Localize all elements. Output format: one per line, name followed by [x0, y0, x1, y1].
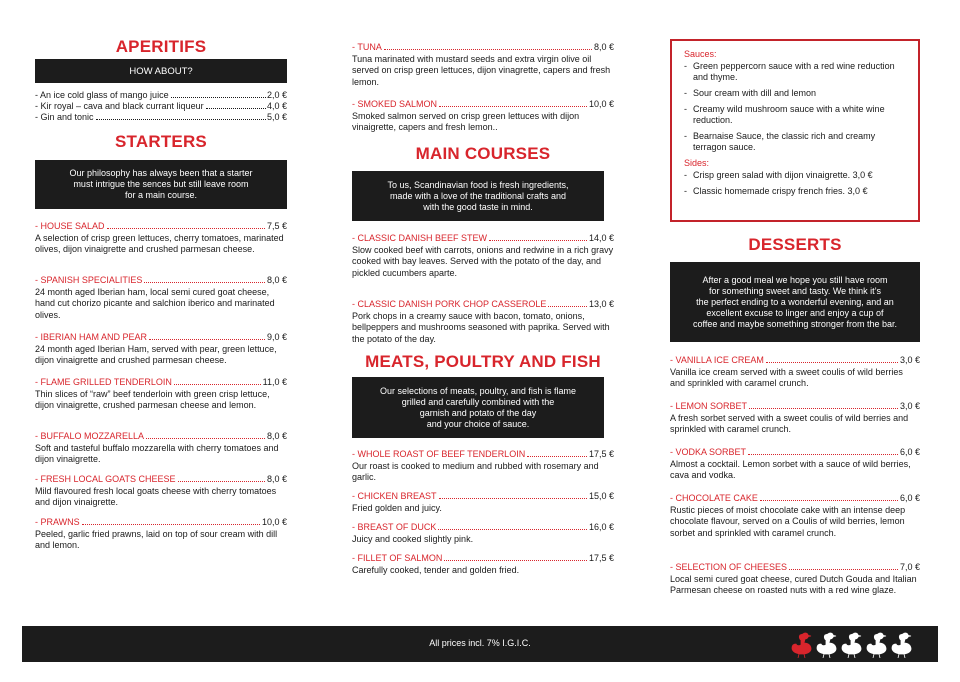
menu-item: - PRAWNS 10,0 € Peeled, garlic fried prawns, laid on top of sour cream with dill and lemon. — [35, 517, 287, 550]
menu-item: - SELECTION OF CHEESES 7,0 € Local semi cured goat cheese, cured Dutch Gouda and Italian Parmesan cheese on roasted nuts with a red wine glaze. — [670, 562, 920, 595]
sauce-item: - Sour cream with dill and lemon — [684, 88, 908, 99]
menu-item: - BREAST OF DUCK 16,0 € Juicy and cooked slightly pink. — [352, 522, 614, 544]
desserts-title: DESSERTS — [748, 235, 842, 254]
meats-title: MEATS, POULTRY AND FISH — [365, 352, 601, 371]
menu-item: - SMOKED SALMON 10,0 € Smoked salmon served on crisp green lettuces with dijon vinaigrette, capers and fresh lemon.. — [352, 99, 614, 132]
starters-intro: Our philosophy has always been that a starter must intrigue the sences but still leave room for a main course. — [35, 160, 287, 209]
sides-list — [684, 170, 908, 197]
menu-item: - VODKA SORBET 6,0 € Almost a cocktail. Lemon sorbet with a sauce of wild berries, cava and vodka. — [670, 447, 920, 480]
drink-item: - Kir royal – cava and black currant liqueur 4,0 € — [35, 101, 287, 111]
menu-item: - FILLET OF SALMON 17,5 € Carefully cooked, tender and golden fried. — [352, 553, 614, 575]
side-item: - Crisp green salad with dijon vinaigrette. 3,0 € — [684, 170, 908, 181]
main-courses-intro: To us, Scandinavian food is fresh ingredients, made with a love of the traditional crafts and with the good taste in mind. — [352, 171, 604, 221]
meats-intro: Our selections of meats, poultry, and fish is flame grilled and carefully combined with the garnish and potato of the day and your choice of sauce. — [352, 377, 604, 438]
sauces-label: Sauces: — [684, 49, 717, 59]
menu-item: - VANILLA ICE CREAM 3,0 € Vanilla ice cream served with a sweet coulis of wild berries and sprinkled with caramel crunch. — [670, 355, 920, 388]
sauce-item: - Green peppercorn sauce with a red wine reduction and thyme. — [684, 61, 908, 83]
menu-item: - CHOCOLATE CAKE 6,0 € Rustic pieces of moist chocolate cake with an intense deep chocolate flavour, served on a Coulis of wild berries, lemon sorbet and sprinkled with caramel crunch. — [670, 493, 920, 538]
menu-item: - LEMON SORBET 3,0 € A fresh sorbet served with a sweet coulis of wild berries and sprinkled with caramel crunch. — [670, 401, 920, 434]
drink-item: - An ice cold glass of mango juice 2,0 € — [35, 90, 287, 100]
menu-item: - CLASSIC DANISH PORK CHOP CASSEROLE 13,0 € Pork chops in a creamy sauce with bacon, tomato, onions, bellpeppers and mushrooms seasoned with paprika. Served with the potato of the day. — [352, 299, 614, 344]
duck-white-icon — [840, 628, 862, 658]
side-item: - Classic homemade crispy french fries. 3,0 € — [684, 186, 908, 197]
starters-title: STARTERS — [115, 132, 207, 151]
sides-label: Sides: — [684, 158, 710, 168]
main-courses-title: MAIN COURSES — [415, 144, 551, 163]
menu-item: - BUFFALO MOZZARELLA 8,0 € Soft and tasteful buffalo mozzarella with cherry tomatoes and dijon vinaigrette. — [35, 431, 287, 464]
menu-item: - CHICKEN BREAST 15,0 € Fried golden and juicy. — [352, 491, 614, 513]
drink-item: - Gin and tonic 5,0 € — [35, 112, 287, 122]
menu-item: - CLASSIC DANISH BEEF STEW 14,0 € Slow cooked beef with carrots, onions and redwine in a rich gravy cooked with bay leaves. Served with the potato of the day, and pickled cucumbers aparte. — [352, 233, 614, 278]
sauces-list — [684, 61, 908, 153]
duck-red-icon — [790, 628, 812, 658]
duck-white-icon — [890, 628, 912, 658]
drinks-list — [35, 90, 287, 123]
footer-bar — [22, 626, 938, 662]
duck-icons — [790, 628, 912, 658]
sauce-item: - Creamy wild mushroom sauce with a white wine reduction. — [684, 104, 908, 126]
prices-note: All prices incl. 7% I.G.I.C. — [429, 638, 531, 648]
duck-white-icon — [815, 628, 837, 658]
menu-item: - FLAME GRILLED TENDERLOIN 11,0 € Thin slices of “raw” beef tenderloin with green crisp lettuce, dijon vinaigrette, crushed parmesan cheese and lemon. — [35, 377, 287, 410]
sauce-item: - Bearnaise Sauce, the classic rich and creamy terragon sauce. — [684, 131, 908, 153]
menu-item: - SPANISH SPECIALITIES 8,0 € 24 month aged Iberian ham, local semi cured goat cheese, hand cut chorizo picante and salchion iberico and marinated olives. — [35, 275, 287, 320]
menu-item: - IBERIAN HAM AND PEAR 9,0 € 24 month aged Iberian Ham, served with pear, green lettuce, dijon vinaigrette and crushed parmesan cheese. — [35, 332, 287, 365]
duck-white-icon — [865, 628, 887, 658]
menu-item: - WHOLE ROAST OF BEEF TENDERLOIN 17,5 € Our roast is cooked to medium and rubbed with rosemary and garlic. — [352, 449, 614, 482]
menu-item: - HOUSE SALAD 7,5 € A selection of crisp green lettuces, cherry tomatoes, marinated olives, dijon vinaigrette and crushed parmesan cheese. — [35, 221, 287, 254]
aperitifs-banner: HOW ABOUT? — [35, 59, 287, 83]
aperitifs-title: APERITIFS — [115, 37, 207, 56]
desserts-intro: After a good meal we hope you still have room for something sweet and tasty. We think it’s the perfect ending to a wonderful evening, and an excellent excuse to linger and enjoy a cup of coffee and maybe something stronger from the bar. — [670, 262, 920, 342]
sauces-sides-box — [670, 39, 920, 222]
menu-item: - FRESH LOCAL GOATS CHEESE 8,0 € Mild flavoured fresh local goats cheese with cherry tomatoes and dijon vinaigrette. — [35, 474, 287, 507]
menu-item: - TUNA 8,0 € Tuna marinated with mustard seeds and extra virgin olive oil served on crisp green lettuces, dijon vinagrette, capers and fresh lemon. — [352, 42, 614, 87]
